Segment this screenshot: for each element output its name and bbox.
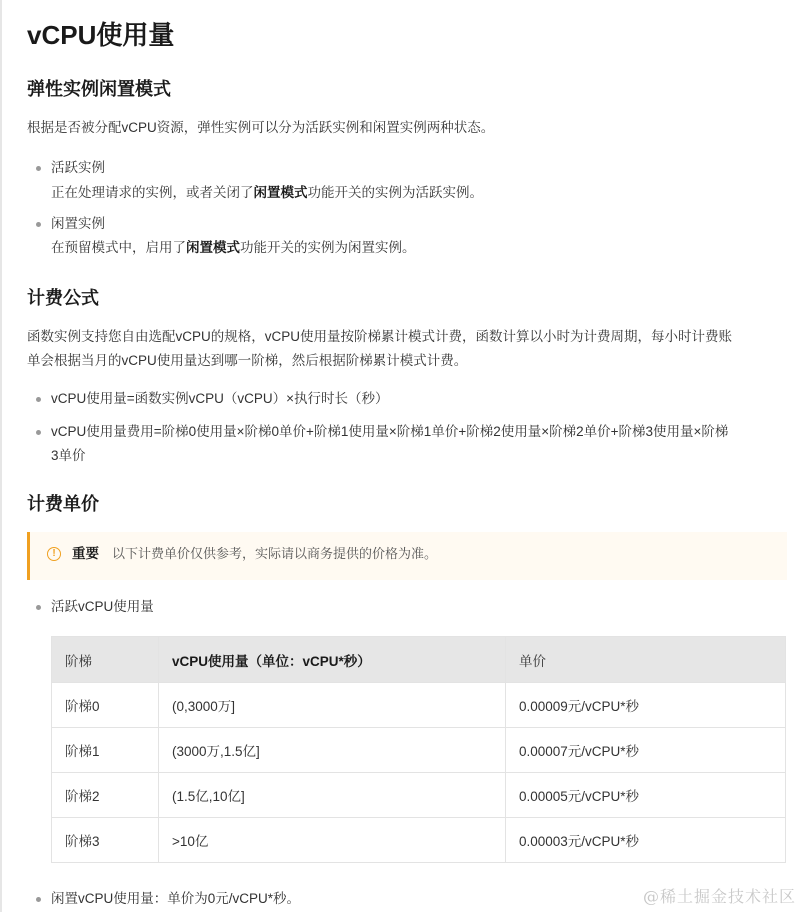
cell-price: 0.00005元/vCPU*秒 <box>506 773 786 818</box>
bullet-icon <box>36 605 41 610</box>
formula-usage: vCPU使用量=函数实例vCPU（vCPU）×执行时长（秒） <box>51 391 389 406</box>
cell-price: 0.00009元/vCPU*秒 <box>506 683 786 728</box>
table-row <box>52 683 786 728</box>
idle-vcpu-usage-label: 闲置vCPU使用量：单价为0元/vCPU*秒。 <box>51 891 301 906</box>
cell-price: 0.00007元/vCPU*秒 <box>506 728 786 773</box>
cell-price: 0.00003元/vCPU*秒 <box>506 818 786 863</box>
bullet-icon <box>36 166 41 171</box>
bullet-icon <box>36 897 41 902</box>
list-item-active-title: 活跃实例 <box>51 160 105 175</box>
bold-term: 闲置模式 <box>253 185 308 200</box>
cell-usage: >10亿 <box>159 818 506 863</box>
warning-circle-icon: ! <box>47 547 61 561</box>
section-heading-billing-formula: 计费公式 <box>27 288 99 308</box>
page-title: vCPU使用量 <box>27 20 175 50</box>
important-notice <box>27 532 787 580</box>
section-heading-unit-price: 计费单价 <box>27 494 99 514</box>
notice-text: 以下计费单价仅供参考，实际请以商务提供的价格为准。 <box>112 546 438 561</box>
cell-tier: 阶梯2 <box>52 773 159 818</box>
notice-label: 重要 <box>72 546 99 561</box>
bullet-icon <box>36 222 41 227</box>
table-row <box>52 728 786 773</box>
cell-usage: (0,3000万] <box>159 683 506 728</box>
table-header-row <box>52 637 786 683</box>
cell-tier: 阶梯3 <box>52 818 159 863</box>
cell-tier: 阶梯1 <box>52 728 159 773</box>
table-row <box>52 773 786 818</box>
formula-cost-line2: 3单价 <box>51 448 86 463</box>
cell-tier: 阶梯0 <box>52 683 159 728</box>
billing-formula-intro-line2: 单会根据当月的vCPU使用量达到哪一阶梯，然后根据阶梯累计模式计费。 <box>27 353 468 368</box>
desc-text: 正在处理请求的实例，或者关闭了 <box>51 185 254 200</box>
section-heading-idle-mode: 弹性实例闲置模式 <box>27 79 171 99</box>
unit-price-table <box>51 636 786 863</box>
list-item-idle-title: 闲置实例 <box>51 216 105 231</box>
bold-term: 闲置模式 <box>186 240 240 255</box>
active-vcpu-usage-label: 活跃vCPU使用量 <box>51 599 154 614</box>
bullet-icon <box>36 397 41 402</box>
desc-text: 功能开关的实例为闲置实例。 <box>240 240 416 255</box>
idle-mode-intro: 根据是否被分配vCPU资源，弹性实例可以分为活跃实例和闲置实例两种状态。 <box>27 120 495 135</box>
list-item-idle-desc <box>51 234 791 261</box>
table-row <box>52 818 786 863</box>
formula-cost-line1: vCPU使用量费用=阶梯0使用量×阶梯0单价+阶梯1使用量×阶梯1单价+阶梯2使用量×阶梯2单价+阶梯3使用量×阶梯 <box>51 424 729 439</box>
bullet-icon <box>36 430 41 435</box>
left-border <box>0 0 2 912</box>
desc-text: 功能开关的实例为活跃实例。 <box>307 185 483 200</box>
list-item-active-desc <box>51 179 791 206</box>
header-tier: 阶梯 <box>52 637 159 683</box>
billing-formula-intro-line1: 函数实例支持您自由选配vCPU的规格，vCPU使用量按阶梯累计模式计费，函数计算以小时为计费周期，每小时计费账 <box>27 329 733 344</box>
cell-usage: (3000万,1.5亿] <box>159 728 506 773</box>
cell-usage: (1.5亿,10亿] <box>159 773 506 818</box>
watermark: @稀土掘金技术社区 <box>642 887 796 906</box>
header-price: 单价 <box>506 637 786 683</box>
header-usage: vCPU使用量（单位：vCPU*秒） <box>159 637 506 683</box>
desc-text: 在预留模式中，启用了 <box>51 240 186 255</box>
